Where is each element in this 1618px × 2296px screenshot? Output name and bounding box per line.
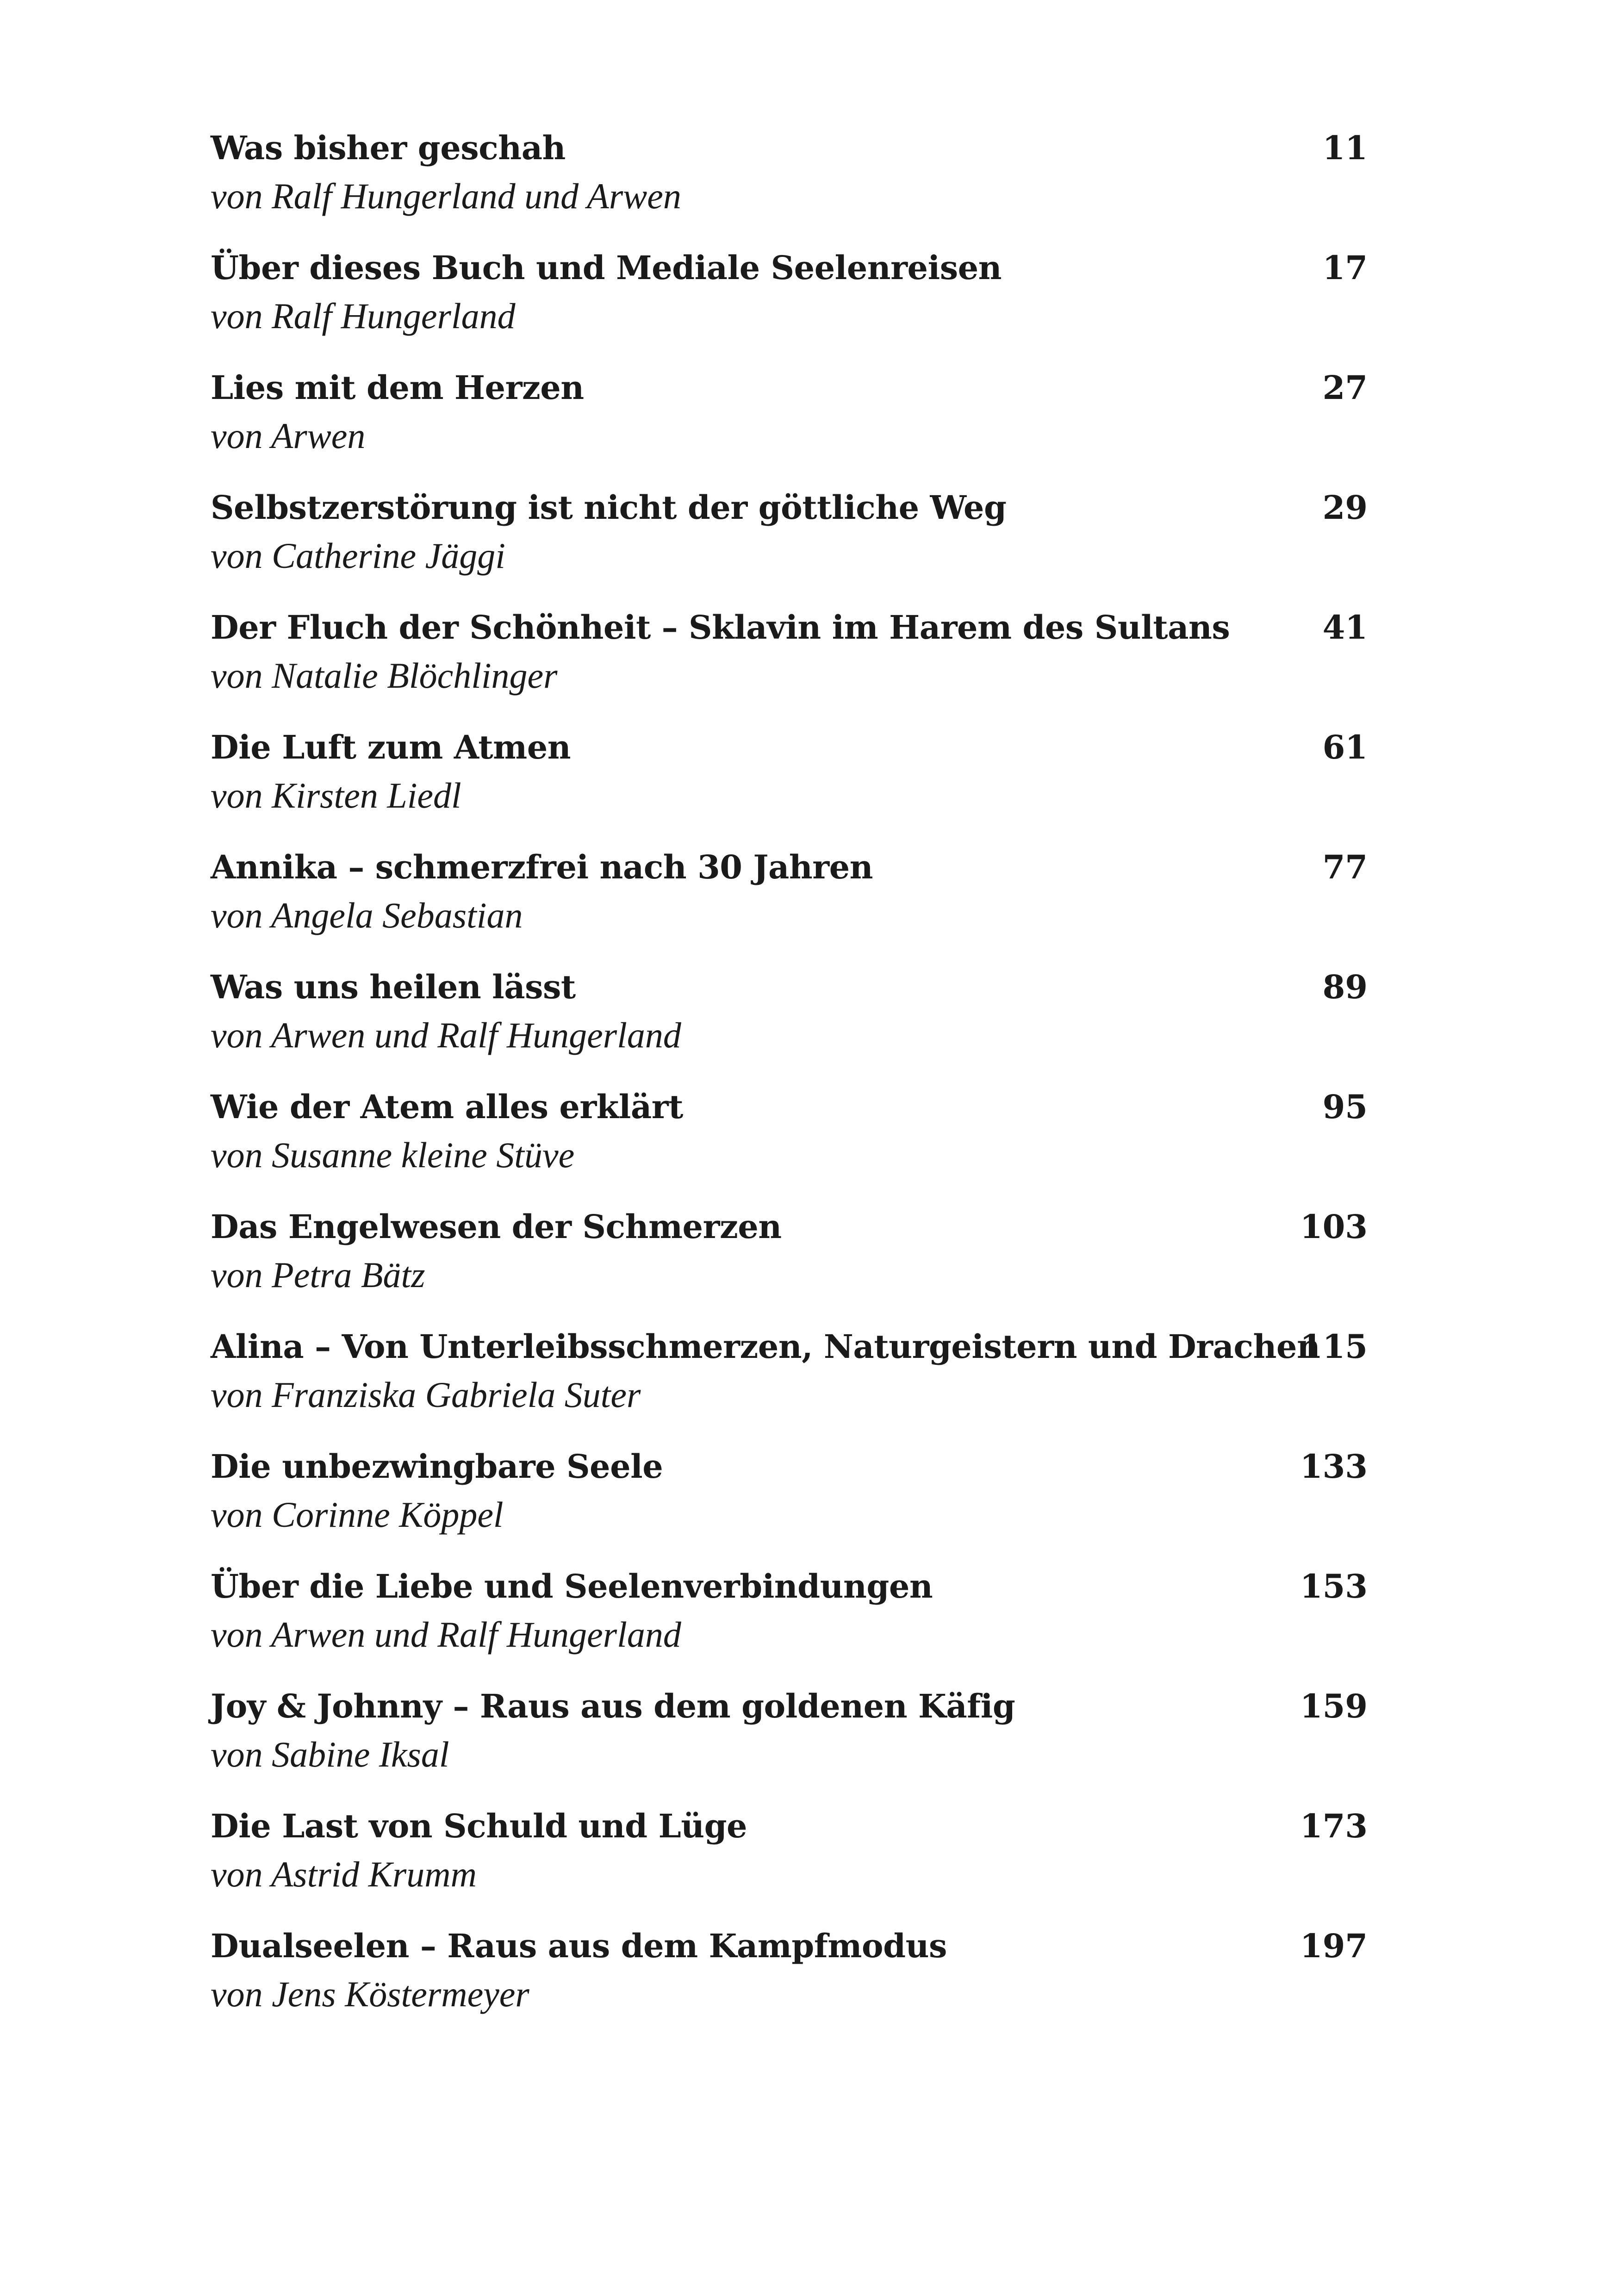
entry-title: Was bisher geschah (211, 129, 566, 167)
table-of-contents (211, 125, 1368, 2043)
entry-page-number: 89 (1322, 968, 1368, 1006)
toc-entry (211, 1204, 1368, 1324)
entry-author: von Natalie Blöchlinger (211, 655, 558, 696)
entry-page-number: 27 (1322, 368, 1368, 407)
entry-title: Selbstzerstörung ist nicht der göttliche Weg (211, 488, 1007, 527)
entry-author: von Arwen und Ralf Hungerland (211, 1614, 681, 1655)
entry-title: Der Fluch der Schönheit – Sklavin im Harem des Sultans (211, 608, 1230, 647)
entry-author: von Franziska Gabriela Suter (211, 1375, 641, 1415)
entry-author: von Petra Bätz (211, 1255, 425, 1295)
entry-page-number: 41 (1322, 608, 1368, 647)
toc-entry (211, 724, 1368, 844)
toc-entry (211, 604, 1368, 724)
toc-entry (211, 1563, 1368, 1683)
toc-entry (211, 245, 1368, 365)
entry-title: Joy & Johnny – Raus aus dem goldenen Käfig (211, 1687, 1015, 1725)
entry-title: Was uns heilen lässt (211, 968, 576, 1006)
toc-entry (211, 1324, 1368, 1444)
entry-page-number: 77 (1322, 848, 1368, 886)
entry-author: von Astrid Krumm (211, 1854, 477, 1894)
entry-page-number: 17 (1322, 249, 1368, 287)
entry-author: von Arwen und Ralf Hungerland (211, 1015, 681, 1055)
entry-author: von Jens Köstermeyer (211, 1974, 529, 2014)
entry-author: von Kirsten Liedl (211, 775, 461, 815)
entry-page-number: 61 (1322, 728, 1368, 766)
entry-author: von Catherine Jäggi (211, 535, 505, 576)
toc-entry (211, 1683, 1368, 1803)
entry-page-number: 29 (1322, 488, 1368, 527)
entry-author: von Sabine Iksal (211, 1734, 449, 1774)
toc-entry (211, 1084, 1368, 1204)
entry-page-number: 197 (1300, 1927, 1368, 1965)
entry-title: Dualseelen – Raus aus dem Kampfmodus (211, 1927, 947, 1965)
entry-page-number: 103 (1300, 1207, 1368, 1246)
toc-entry (211, 485, 1368, 604)
entry-title: Die unbezwingbare Seele (211, 1447, 663, 1486)
toc-entry (211, 1444, 1368, 1563)
entry-author: von Corinne Köppel (211, 1494, 504, 1535)
entry-author: von Ralf Hungerland und Arwen (211, 176, 681, 216)
entry-author: von Arwen (211, 416, 366, 456)
entry-title: Das Engelwesen der Schmerzen (211, 1207, 782, 1246)
entry-page-number: 115 (1300, 1327, 1368, 1366)
entry-author: von Ralf Hungerland (211, 296, 516, 336)
entry-title: Die Last von Schuld und Lüge (211, 1807, 747, 1845)
entry-page-number: 95 (1322, 1088, 1368, 1126)
entry-title: Alina – Von Unterleibsschmerzen, Naturgeistern und Drachen (211, 1327, 1320, 1366)
toc-entry (211, 365, 1368, 485)
toc-entry (211, 1923, 1368, 2043)
entry-author: von Susanne kleine Stüve (211, 1135, 575, 1175)
toc-entry (211, 844, 1368, 964)
entry-page-number: 133 (1300, 1447, 1368, 1486)
toc-entry (211, 125, 1368, 245)
entry-title: Über dieses Buch und Mediale Seelenreisen (211, 249, 1002, 287)
entry-page-number: 11 (1322, 129, 1368, 167)
entry-title: Lies mit dem Herzen (211, 368, 584, 407)
entry-page-number: 159 (1300, 1687, 1368, 1725)
toc-entry (211, 1803, 1368, 1923)
toc-entry (211, 964, 1368, 1084)
entry-title: Die Luft zum Atmen (211, 728, 571, 766)
entry-title: Annika – schmerzfrei nach 30 Jahren (211, 848, 873, 886)
entry-page-number: 153 (1300, 1567, 1368, 1605)
entry-author: von Angela Sebastian (211, 895, 523, 935)
entry-page-number: 173 (1300, 1807, 1368, 1845)
entry-title: Über die Liebe und Seelenverbindungen (211, 1567, 933, 1605)
entry-title: Wie der Atem alles erklärt (211, 1088, 683, 1126)
